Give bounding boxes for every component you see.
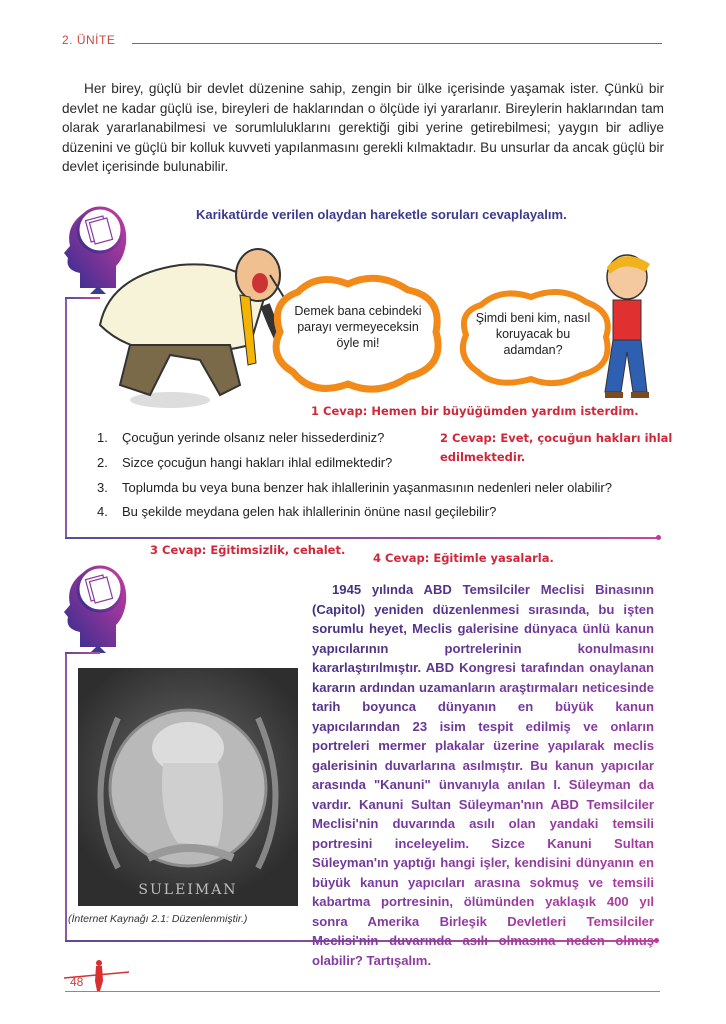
footer-rule <box>65 991 660 992</box>
answer-1: 1 Cevap: Hemen bir büyüğümden yardım isterdim. <box>311 404 639 418</box>
activity-text: 1945 yılında ABD Temsilciler Meclisi Binasının (Capitol) yeniden düzenlenmesi sırasında, bu işten sorumlu heyet, Meclis galerisine dünyaca ünlü kanun yapıcılarının portrelerinin konulmasını kararlaştırılmıştır. ABD Kongresi tarafından onaylanan kararın ardından uzamanların araştırmaları neticesinde tarih boyunca dünyanın en büyük kanun yapıcılarından 23 isim tespit edilmiş ve onların portreleri mermer plakalar üzerine yapılarak meclis galerisinin duvarlarına asılmıştır. Bu kanun yapıcılar arasında "Kanuni" ünvanıyla anılan I. Süleyman da vardır. Kanuni Sultan Süleyman'nın ABD Temsilciler Meclisi'nin duvarında asılı olan yandaki temsili portresini inceleyelim. Sizce Kanuni Sultan Süleyman'ın yaptığı hangi işler, kendisini dünyanın en büyük kanun yapıcıları arasına sokmuş ve temsili kabartma portresinin, ölümünden yaklaşık 400 yıl sonra Amerika Birleşik Devletleri Temsilciler Meclisi'nin duvarında asılı olmasına neden olmuş olabilir? Tartışalım. <box>312 580 654 970</box>
question-text: Sizce çocuğun hangi hakları ihlal edilmektedir? <box>122 455 393 470</box>
question-number: 2. <box>97 455 108 470</box>
frame-left <box>65 297 67 538</box>
frame-left <box>65 652 67 941</box>
question-text: Bu şekilde meydana gelen hak ihlallerinin önüne nasıl geçilebilir? <box>122 504 497 519</box>
answer-3: 3 Cevap: Eğitimsizlik, cehalet. <box>150 543 346 557</box>
plaque-label: SULEIMAN <box>138 882 238 898</box>
question-text: Çocuğun yerinde olsanız neler hissederdiniz? <box>122 430 385 445</box>
speech-text-man: Demek bana cebindeki parayı vermeyeceksin öyle mi! <box>294 304 422 350</box>
frame-bottom <box>65 537 657 539</box>
frame-top <box>65 652 100 654</box>
frame-dot <box>654 938 659 943</box>
question-number: 1. <box>97 430 108 445</box>
speech-text-boy: Şimdi beni kim, nasıl koruyacak bu adamdan? <box>475 311 591 357</box>
intro-paragraph: Her birey, güçlü bir devlet düzenine sahip, zengin bir ülke içerisinde yaşamak ister. Çünkü bir devlet ne kadar güçlü ise, bireyleri de haklarından o ölçüde iyi yararlanır. Bireylerin haklarından tam olarak yararlanabilmesi ve sorumluluklarını gerektiği gibi yerine getirebilmesi; yaygın bir adliye düzenini ve güçlü bir kolluk kuvveti yapılanmasını gerekli kılmaktadır. Bu unsurlar da ancak güçlü bir devlet içerisinde bulunabilir. <box>62 81 664 175</box>
scared-boy-illustration <box>585 252 665 402</box>
header-rule <box>132 43 662 44</box>
answer-4: 4 Cevap: Eğitimle yasalarla. <box>373 551 554 565</box>
question-4 <box>97 504 496 519</box>
image-caption: (İnternet Kaynağı 2.1: Düzenlenmiştir.) <box>68 913 248 925</box>
question-text: Toplumda bu veya buna benzer hak ihlallerinin yaşanmasının nedenleri neler olabilir? <box>122 480 612 495</box>
question-number: 3. <box>97 480 108 495</box>
frame-dot <box>656 535 661 540</box>
question-number: 4. <box>97 504 108 519</box>
question-1 <box>97 430 384 445</box>
suleiman-relief-photo <box>78 668 298 906</box>
unit-label: 2. ÜNİTE <box>62 33 116 47</box>
head-document-icon <box>60 557 132 657</box>
answer-2-line1: 2 Cevap: Evet, çocuğun hakları ihlal <box>440 431 673 445</box>
page-number: 48 <box>70 975 84 989</box>
question-3 <box>97 480 612 495</box>
question-2 <box>97 455 392 470</box>
answer-2-line2: edilmektedir. <box>440 450 526 464</box>
activity-title: Karikatürde verilen olaydan hareketle soruları cevaplayalım. <box>196 207 567 222</box>
